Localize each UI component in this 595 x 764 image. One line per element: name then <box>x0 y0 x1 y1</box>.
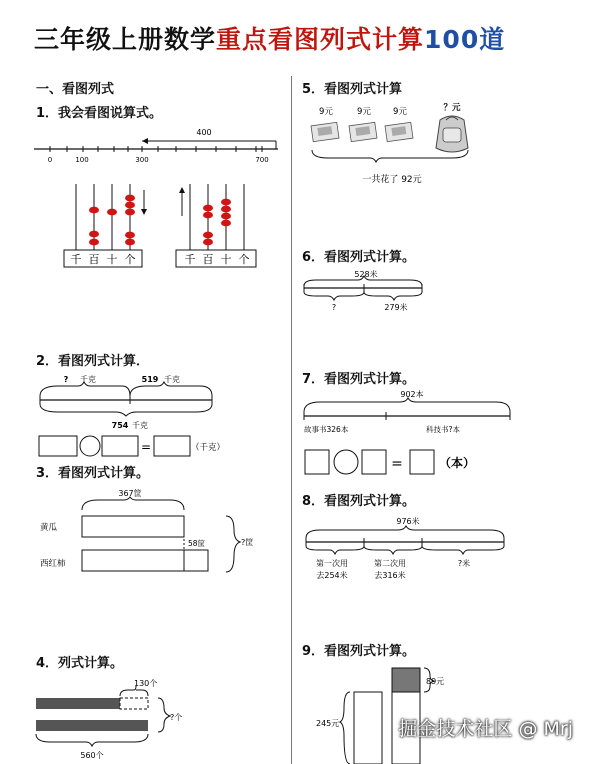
title-part-2: 重点看图列式计算 <box>216 25 425 54</box>
svg-text:十: 十 <box>106 253 118 266</box>
svg-text:十: 十 <box>220 253 232 266</box>
svg-text:科技书?本: 科技书?本 <box>426 425 460 434</box>
brace <box>130 382 212 396</box>
svg-text:黄瓜: 黄瓜 <box>40 523 58 533</box>
brace <box>304 276 422 286</box>
svg-text:?筐: ?筐 <box>241 538 254 547</box>
q7-diagram <box>300 386 520 438</box>
column-divider <box>291 76 292 764</box>
svg-text:519: 519 <box>141 375 159 384</box>
pencil-box-icon <box>349 122 377 141</box>
q6-diagram <box>300 266 440 314</box>
q4-diagram <box>30 674 200 764</box>
answer-box <box>305 450 329 474</box>
svg-text:528米: 528米 <box>354 270 378 279</box>
pencil-box-icon <box>311 122 339 141</box>
svg-text:9元: 9元 <box>319 107 333 117</box>
brace <box>82 497 184 510</box>
bar-bottom <box>36 720 148 731</box>
brace <box>312 150 468 162</box>
tick-label: 300 <box>135 156 149 164</box>
q2-label: 2．看图列式计算． <box>36 354 150 369</box>
svg-text:百: 百 <box>88 253 100 266</box>
brace <box>36 734 148 746</box>
q9-diagram <box>310 662 460 764</box>
q5-diagram <box>304 98 484 190</box>
svg-text:130个: 130个 <box>134 679 158 688</box>
q5-label: 5．看图列式计算 <box>302 82 403 97</box>
answer-box <box>362 450 386 474</box>
svg-text:千: 千 <box>184 253 196 266</box>
svg-text:9元: 9元 <box>393 107 407 117</box>
svg-text:千: 千 <box>70 253 82 266</box>
svg-text:去316米: 去316米 <box>374 571 406 580</box>
svg-text:一共花了 92元: 一共花了 92元 <box>362 175 422 185</box>
brace <box>40 382 130 396</box>
watermark: 掘金技术社区 @ Mrj <box>398 718 573 740</box>
svg-text:第一次用: 第一次用 <box>316 559 348 568</box>
svg-text:902本: 902本 <box>400 390 424 399</box>
q6-label: 6．看图列式计算。 <box>302 250 416 265</box>
brace <box>40 404 212 416</box>
q2-diagram <box>30 370 230 432</box>
pencil-box-icon <box>385 122 413 141</box>
q9-label: 9．看图列式计算。 <box>302 644 416 659</box>
svg-text:千克: 千克 <box>132 421 148 430</box>
answer-box <box>39 436 77 456</box>
svg-text:?米: ?米 <box>457 559 471 568</box>
q4-label: 4．列式计算。 <box>36 656 124 671</box>
q3-diagram <box>38 484 258 580</box>
q8-diagram <box>302 512 522 584</box>
svg-text:?: ? <box>63 375 69 384</box>
svg-text:245元: 245元 <box>316 719 340 728</box>
svg-text:89元: 89元 <box>426 677 445 686</box>
abacus-1 <box>60 182 152 270</box>
bar-tomato <box>82 550 208 571</box>
abacus-2 <box>170 182 262 270</box>
q7-label: 7．看图列式计算。 <box>302 372 416 387</box>
brace <box>422 546 504 554</box>
page-title <box>34 20 505 56</box>
svg-text:（本）: （本） <box>439 456 476 470</box>
q1-label: 1．我会看图说算式。 <box>36 106 163 121</box>
svg-text:279米: 279米 <box>384 303 408 312</box>
brace <box>306 546 364 554</box>
abacus-beads <box>203 199 231 246</box>
svg-text:=: = <box>140 440 152 454</box>
operator-circle <box>80 436 100 456</box>
q2-answer-boxes <box>38 434 228 460</box>
q3-label: 3．看图列式计算。 <box>36 466 150 481</box>
backpack-icon <box>436 116 468 152</box>
svg-text:个: 个 <box>124 253 136 266</box>
bar-top-segment <box>392 668 420 692</box>
tick-label: 700 <box>255 156 269 164</box>
svg-text:去254米: 去254米 <box>316 571 348 580</box>
bar-cucumber <box>82 516 184 537</box>
brace <box>306 526 504 538</box>
svg-text:58筐: 58筐 <box>188 539 206 548</box>
brace <box>226 516 240 572</box>
q7-answer-boxes <box>304 448 494 478</box>
svg-text:?个: ?个 <box>170 713 183 722</box>
answer-box <box>154 436 190 456</box>
brace <box>304 292 364 300</box>
brace <box>158 698 170 732</box>
svg-text:千克: 千克 <box>80 375 96 384</box>
section-heading: 一、看图列式 <box>36 82 115 97</box>
svg-text:百: 百 <box>202 253 214 266</box>
svg-text:（千克）: （千克） <box>191 443 226 453</box>
tick-label: 0 <box>47 156 53 164</box>
q8-label: 8．看图列式计算。 <box>302 494 416 509</box>
svg-text:560个: 560个 <box>80 751 104 760</box>
svg-text:976米: 976米 <box>396 517 420 526</box>
number-line <box>30 122 285 170</box>
brace <box>364 546 422 554</box>
answer-box <box>102 436 138 456</box>
span-arrowhead <box>142 138 148 144</box>
svg-text:第二次用: 第二次用 <box>374 559 406 568</box>
svg-text:?: ? <box>331 303 337 312</box>
svg-text:9元: 9元 <box>357 107 371 117</box>
bar-short <box>354 692 382 764</box>
brace <box>364 292 422 300</box>
title-part-3: 100道 <box>424 25 506 54</box>
svg-text:西红柿: 西红柿 <box>40 559 66 569</box>
bar-top <box>36 698 120 709</box>
operator-circle <box>334 450 358 474</box>
brace <box>340 692 350 764</box>
answer-box <box>410 450 434 474</box>
title-part-1: 三年级上册数学 <box>34 25 217 54</box>
tick-label: 100 <box>75 156 89 164</box>
span-label: 400 <box>196 128 212 137</box>
svg-text:个: 个 <box>238 253 250 266</box>
svg-text:=: = <box>391 456 403 472</box>
svg-text:故事书326本: 故事书326本 <box>304 425 349 434</box>
svg-text:千克: 千克 <box>164 375 180 384</box>
brace <box>304 398 510 412</box>
svg-text:754: 754 <box>111 421 129 430</box>
svg-text:367筐: 367筐 <box>118 489 142 498</box>
svg-text:？元: ？元 <box>443 103 461 113</box>
